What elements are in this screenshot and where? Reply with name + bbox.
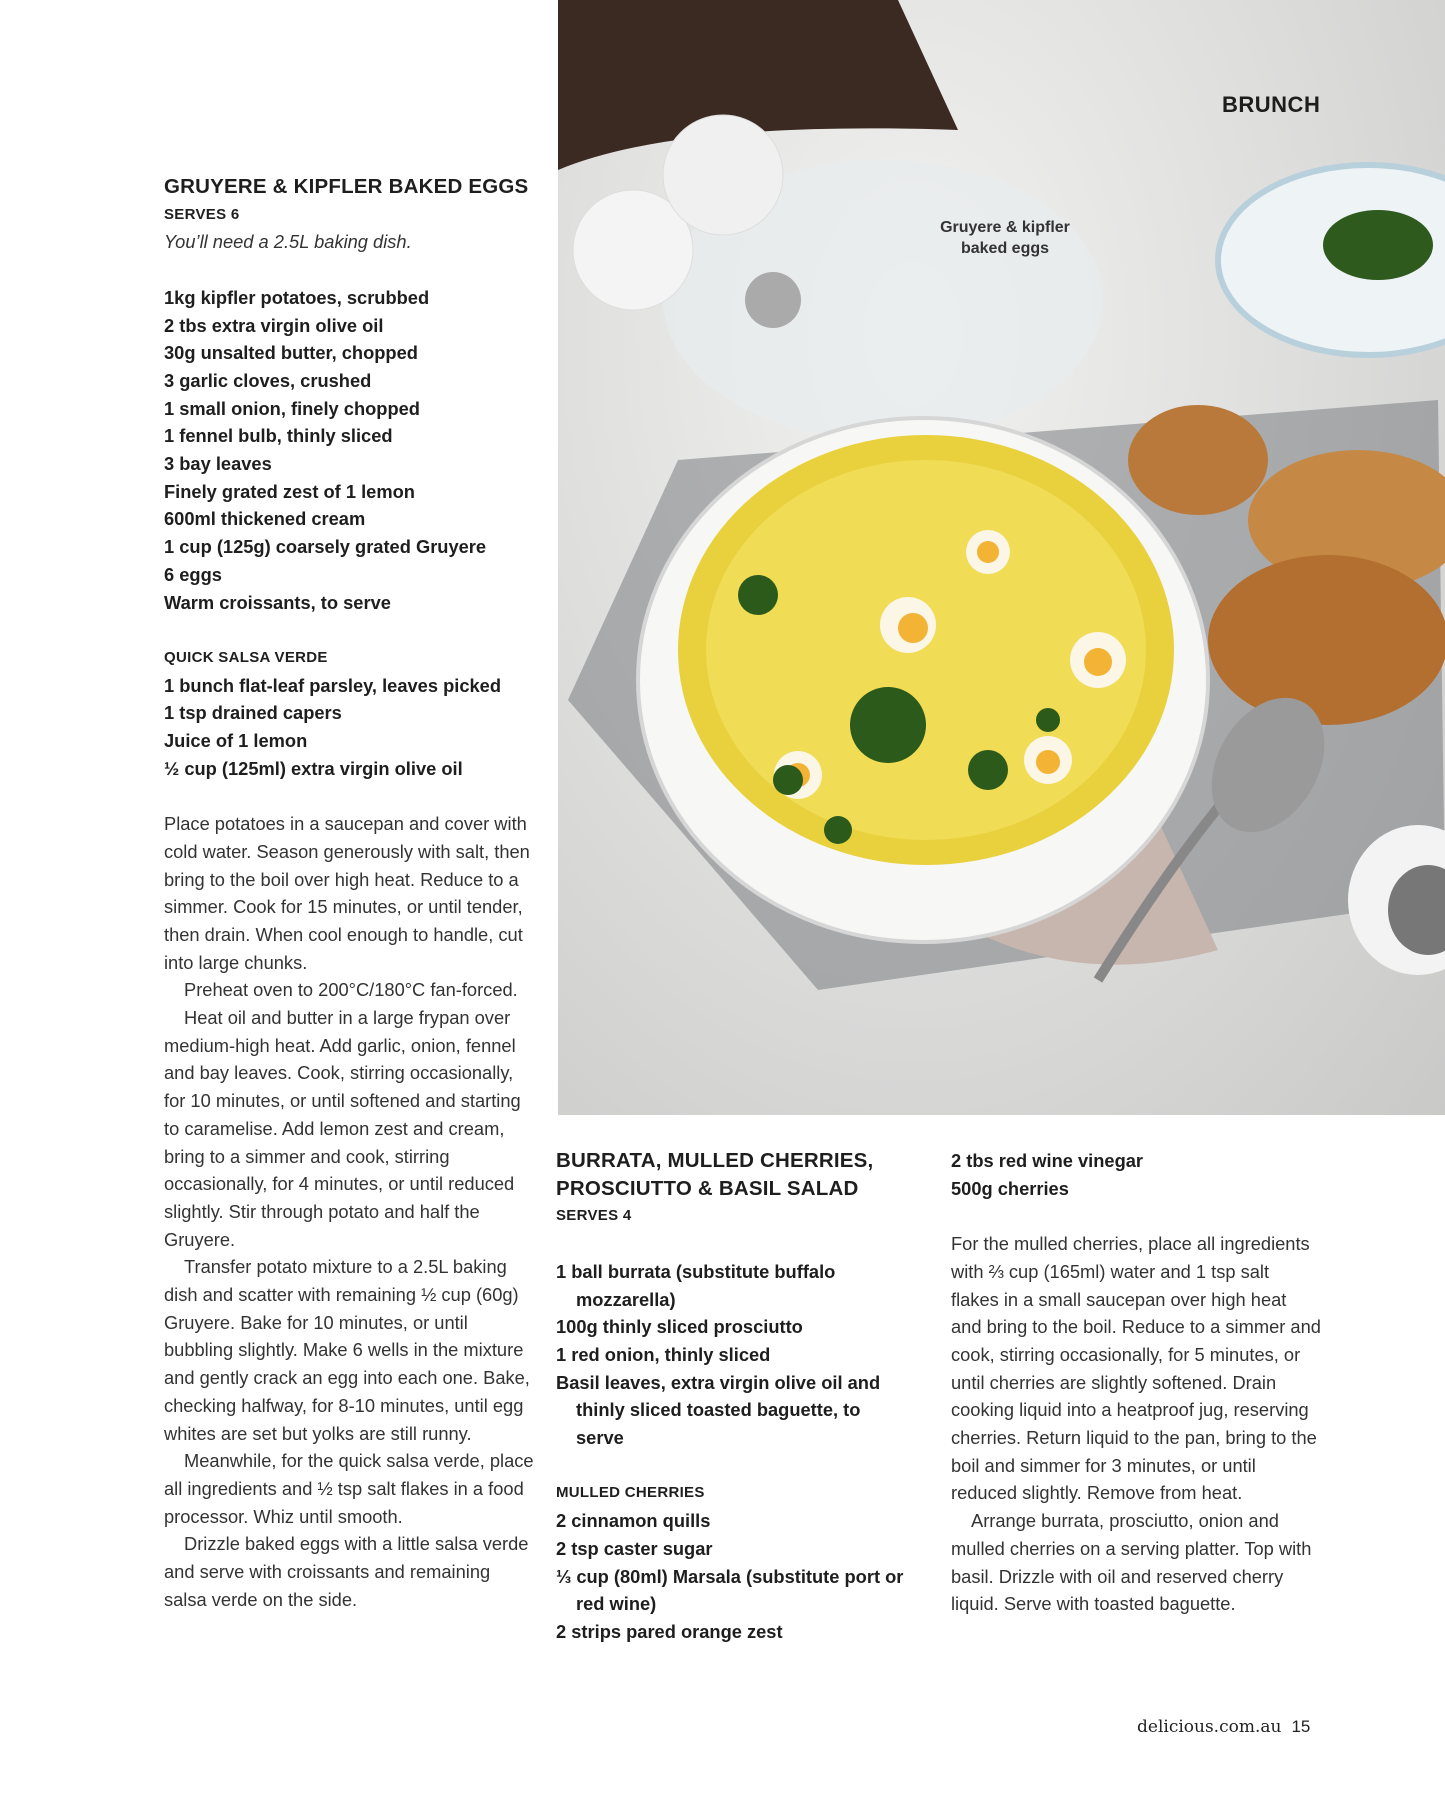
ingredient-item: 1kg kipfler potatoes, scrubbed <box>164 286 430 308</box>
ingredient-item: Warm croissants, to serve <box>164 591 391 613</box>
ingredient-item: 500g cherries <box>951 1177 1069 1199</box>
photo-caption <box>920 217 1090 259</box>
method-paragraph: Arrange burrata, prosciutto, onion and mulled cherries on a serving platter. Top with basil. Drizzle with oil and reserved cherry liquid. Serve with toasted baguette. <box>951 1510 1312 1615</box>
recipe-note: You’ll need a 2.5L baking dish. <box>164 231 412 253</box>
ingredient-list <box>164 284 536 616</box>
serves-label: SERVES 4 <box>556 1207 632 1225</box>
ingredient-item: 30g unsalted butter, chopped <box>164 342 418 364</box>
salsa-ingredient-list <box>164 672 536 783</box>
method <box>164 810 536 1613</box>
ingredient-item: 2 tbs red wine vinegar <box>951 1150 1144 1171</box>
recipe-gruyere-baked-eggs <box>164 173 536 1614</box>
ingredient-item: Finely grated zest of 1 lemon <box>164 480 415 502</box>
recipe-burrata-continued <box>951 1147 1321 1618</box>
ingredient-item: 3 bay leaves <box>164 453 272 475</box>
ingredient-item: 1 bunch flat-leaf parsley, leaves picked <box>164 674 501 696</box>
website-link[interactable]: delicious.com.au <box>1137 1717 1282 1737</box>
section-label: BRUNCH <box>1222 92 1321 117</box>
method-paragraph: Heat oil and butter in a large frypan over medium-high heat. Add garlic, onion, fennel and bay leaves. Cook, stirring occasionally, for 10 minutes, or until softened and starting to caramelise. Add lemon zest and cream, bring to a simmer and cook, stirring occasionally, for 4 minutes, or until reduced slightly. Stir through potato and half the Gruyere. <box>164 1007 521 1250</box>
caption-line: Gruyere & kipfler <box>940 219 1070 236</box>
ingredient-item: 3 garlic cloves, crushed <box>164 369 372 391</box>
ingredient-item: ½ cup (125ml) extra virgin olive oil <box>164 757 463 779</box>
ingredient-item: Basil leaves, extra virgin olive oil and thinly sliced toasted baguette, to serve <box>556 1371 881 1449</box>
ingredient-list <box>556 1258 906 1452</box>
method-paragraph: Preheat oven to 200°C/180°C fan-forced. <box>184 979 518 1001</box>
ingredient-item: ⅓ cup (80ml) Marsala (substitute port or red wine) <box>556 1565 904 1615</box>
ingredient-item: 1 ball burrata (substitute buffalo mozzarella) <box>556 1260 836 1310</box>
ingredient-item: Juice of 1 lemon <box>164 730 308 752</box>
ingredient-item: 100g thinly sliced prosciutto <box>556 1316 803 1338</box>
ingredient-item: 2 tsp caster sugar <box>556 1537 713 1559</box>
page-footer <box>1137 1717 1310 1737</box>
mulled-cherries-ingredient-list <box>556 1507 906 1646</box>
ingredient-item: 2 strips pared orange zest <box>556 1620 783 1642</box>
baked-eggs-photo <box>558 0 1445 1115</box>
food-photo-illustration <box>558 0 1445 1115</box>
method-paragraph: Place potatoes in a saucepan and cover with cold water. Season generously with salt, then bring to the boil over high heat. Reduce to a simmer. Cook for 15 minutes, or until tender, then drain. When cool enough to handle, cut into large chunks. <box>164 813 530 973</box>
ingredient-item: 600ml thickened cream <box>164 508 366 530</box>
method-paragraph: For the mulled cherries, place all ingredients with ⅔ cup (165ml) water and 1 tsp salt flakes in a small saucepan over high heat and bring to the boil. Reduce to a simmer and cook, stirring occasionally, for 5 minutes, or until cherries are slightly softened. Drain cooking liquid into a heatproof jug, reserving cherries. Return liquid to the pan, bring to the boil and simmer for 3 minutes, or until reduced slightly. Remove from heat. <box>951 1233 1321 1504</box>
method-paragraph: Transfer potato mixture to a 2.5L baking dish and scatter with remaining ½ cup (60g) Gruyere. Bake for 10 minutes, or until bubbling slightly. Make 6 wells in the mixture and gently crack an egg into each one. Bake, checking halfway, for 8-10 minutes, until egg whites are set but yolks are still runny. <box>164 1256 530 1444</box>
caption-line: baked eggs <box>960 240 1050 257</box>
ingredient-item: 1 red onion, thinly sliced <box>556 1343 771 1365</box>
ingredient-item: 6 eggs <box>164 563 222 585</box>
recipe-title: BURRATA, MULLED CHERRIES, PROSCIUTTO & BASIL SALAD <box>556 1149 874 1200</box>
ingredient-item: 2 tbs extra virgin olive oil <box>164 314 384 336</box>
page-number: 15 <box>1291 1717 1311 1736</box>
serves-label: SERVES 6 <box>164 205 240 223</box>
recipe-burrata-salad <box>556 1147 906 1646</box>
method-paragraph: Drizzle baked eggs with a little salsa verde and serve with croissants and remaining salsa verde on the side. <box>164 1533 529 1610</box>
mulled-cherries-ingredient-list-cont <box>951 1147 1321 1202</box>
ingredient-item: 1 fennel bulb, thinly sliced <box>164 425 393 447</box>
ingredient-item: 1 tsp drained capers <box>164 702 342 724</box>
subheading: QUICK SALSA VERDE <box>164 648 328 666</box>
method <box>951 1230 1321 1618</box>
ingredient-item: 2 cinnamon quills <box>556 1510 711 1532</box>
recipe-title: GRUYERE & KIPFLER BAKED EGGS <box>164 175 529 198</box>
ingredient-item: 1 cup (125g) coarsely grated Gruyere <box>164 536 487 558</box>
subheading: MULLED CHERRIES <box>556 1484 705 1502</box>
method-paragraph: Meanwhile, for the quick salsa verde, place all ingredients and ½ tsp salt flakes in a food processor. Whiz until smooth. <box>164 1450 534 1527</box>
ingredient-item: 1 small onion, finely chopped <box>164 397 420 419</box>
